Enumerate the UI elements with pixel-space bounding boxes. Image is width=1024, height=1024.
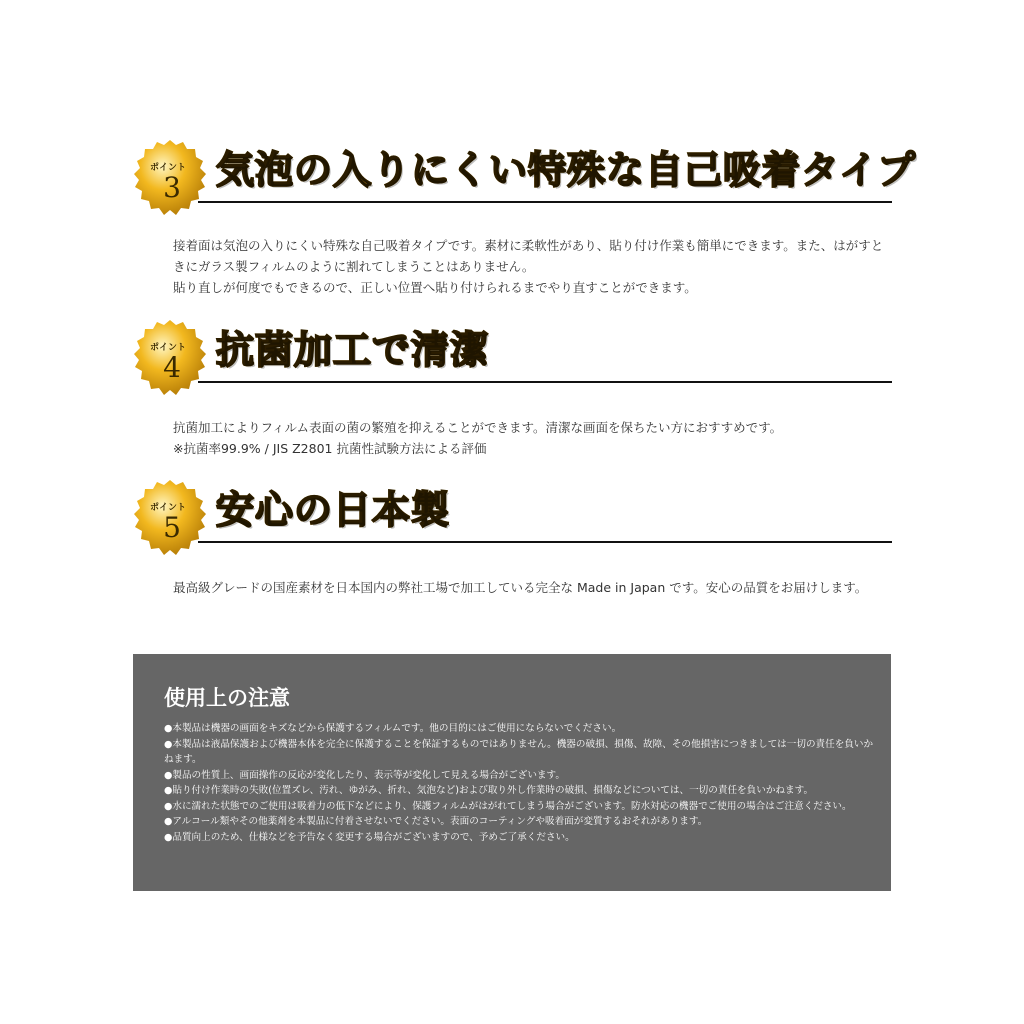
section-heading: 気泡の入りにくい特殊な自己吸着タイプ (216, 148, 917, 192)
body-paragraph: 貼り直しが何度でもできるので、正しい位置へ貼り付けられるまでやり直すことができます。 (173, 280, 697, 295)
gold-seal-icon (130, 318, 210, 398)
body-paragraph: ※抗菌率99.9% / JIS Z2801 抗菌性試験方法による評価 (173, 441, 487, 456)
section-heading: 抗菌加工で清潔 (216, 328, 490, 372)
section-body (173, 417, 892, 459)
point-section-4 (130, 318, 892, 468)
badge-label: ポイント (149, 343, 187, 353)
point-section-3 (130, 138, 917, 308)
notes-item: ●本製品は機器の画面をキズなどから保護するフィルムです。他の目的にはご使用にならないでください。 (164, 723, 622, 734)
body-paragraph: 接着面は気泡の入りにくい特殊な自己吸着タイプです。素材に柔軟性があり、貼り付け作業も簡単にできます。また、はがすときにガラス製フィルムのように割れてしまうことはありません。 (173, 238, 884, 274)
usage-notes-panel (133, 654, 891, 891)
heading-divider (198, 381, 892, 383)
badge-number: 5 (163, 511, 181, 544)
notes-item: ●本製品は液晶保護および機器本体を完全に保護することを保証するものではありません。機器の破損、損傷、故障、その他損害につきましては一切の責任を負いかねます。 (164, 738, 874, 765)
notes-list (164, 721, 876, 845)
badge-number: 3 (163, 171, 181, 204)
badge-label: ポイント (149, 503, 187, 513)
notes-item: ●品質向上のため、仕様などを予告なく変更する場合がございますので、予めご了承ください。 (164, 831, 575, 843)
body-paragraph: 抗菌加工によりフィルム表面の菌の繁殖を抑えることができます。清潔な画面を保ちたい方におすすめです。 (173, 420, 783, 435)
notes-item: ●貼り付け作業時の失敗(位置ズレ、汚れ、ゆがみ、折れ、気泡など)および取り外し作業時の破損、損傷などについては、一切の責任を負いかねます。 (164, 785, 814, 796)
notes-title: 使用上の注意 (164, 686, 290, 710)
gold-seal-icon (130, 478, 210, 558)
heading-divider (198, 201, 892, 203)
heading-divider (198, 541, 892, 543)
badge-number: 4 (163, 351, 181, 384)
section-heading: 安心の日本製 (216, 488, 451, 532)
point-section-5 (130, 478, 892, 628)
section-body (173, 235, 892, 298)
section-body (173, 577, 892, 598)
notes-item: ●アルコール類やその他薬剤を本製品に付着させないでください。表面のコーティングや吸着面が変質するおそれがあります。 (164, 816, 708, 827)
gold-seal-icon (130, 138, 210, 218)
body-paragraph: 最高級グレードの国産素材を日本国内の弊社工場で加工している完全な Made in Japan です。安心の品質をお届けします。 (173, 580, 868, 595)
badge-label: ポイント (149, 163, 187, 173)
notes-item: ●水に濡れた状態でのご使用は吸着力の低下などにより、保護フィルムがはがれてしまう場合がございます。防水対応の機器でご使用の場合はご注意ください。 (164, 800, 852, 812)
notes-item: ●製品の性質上、画面操作の反応が変化したり、表示等が変化して見える場合がございます。 (164, 769, 565, 781)
